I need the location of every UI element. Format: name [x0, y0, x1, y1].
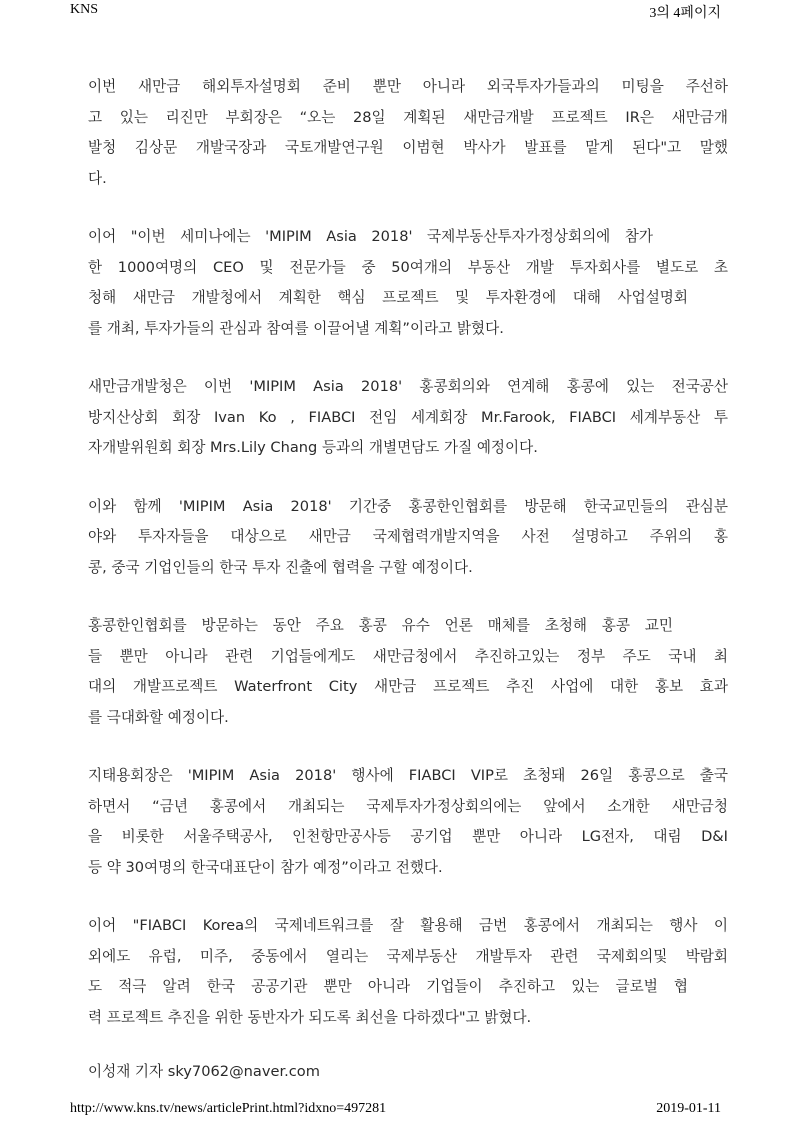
text-line: 콩, 중국 기업인들의 한국 투자 진출에 협력을 구할 예정이다. [88, 558, 473, 576]
paragraph-5 [88, 611, 728, 733]
text-line: 이어 "이번 세미나에는 'MIPIM Asia 2018' 국제부동산투자가정상회의에 참가 [88, 228, 653, 245]
text-line: 이와 함께 'MIPIM Asia 2018' 기간중 홍콩한인협회를 방문해 한국교민들의 관심분 [88, 497, 728, 515]
article-body [88, 72, 728, 1087]
text-line: 들 뿐만 아니라 관련 기업들에게도 새만금청에서 추진하고있는 정부 주도 국내 최 [88, 647, 728, 665]
text-line: 방지산상회 회장 Ivan Ko , FIABCI 전임 세계회장 Mr.Farook, FIABCI 세계부동산 투 [88, 408, 728, 426]
text-line: 외에도 유럽, 미주, 중동에서 열리는 국제부동산 개발투자 관련 국제회의및 박람회 [88, 947, 728, 965]
text-line: 를 개최, 투자가들의 관심과 참여를 이끌어낼 계획”이라고 밝혔다. [88, 319, 504, 337]
text-line: 새만금개발청은 이번 'MIPIM Asia 2018' 홍콩회의와 연계해 홍콩에 있는 전국공산 [88, 378, 728, 395]
header-page-indicator: 3의 4페이지 [649, 6, 721, 21]
paragraph-3 [88, 372, 728, 464]
text-line: 자개발위원회 회장 Mrs.Lily Chang 등과의 개별면담도 가질 예정이다. [88, 439, 538, 456]
text-line: 력 프로젝트 추진을 위한 동반자가 되도록 최선을 다하겠다"고 밝혔다. [88, 1008, 532, 1026]
text-line: 이어 "FIABCI Korea의 국제네트워크를 잘 활용해 금번 홍콩에서 개최되는 행사 이 [88, 917, 728, 934]
header-site-name: KNS [70, 2, 99, 17]
text-line: 이번 새만금 해외투자설명회 준비 뿐만 아니라 외국투자가들과의 미팅을 주선하 [88, 78, 728, 95]
paragraph-4 [88, 492, 728, 584]
footer-url: http://www.kns.tv/news/articlePrint.html?idxno=497281 [70, 1101, 387, 1116]
text-line: 고 있는 리진만 부회장은 “오는 28일 계획된 새만금개발 프로젝트 IR은 새만금개 [88, 108, 728, 126]
text-line: 을 비롯한 서울주택공사, 인천항만공사등 공기업 뿐만 아니라 LG전자, 대림 D&I [88, 828, 728, 845]
text-line: 야와 투자자들을 대상으로 새만금 국제협력개발지역을 사전 설명하고 주위의 홍 [88, 528, 728, 545]
text-line: 다. [88, 169, 107, 187]
text-line: 홍콩한인협회를 방문하는 동안 주요 홍콩 유수 언론 매체를 초청해 홍콩 교민 [88, 617, 673, 634]
text-line: 대의 개발프로젝트 Waterfront City 새만금 프로젝트 추진 사업에 대한 홍보 효과 [88, 678, 728, 695]
text-line: 등 약 30여명의 한국대표단이 참가 예정”이라고 전했다. [88, 858, 443, 876]
text-line: 지태용회장은 'MIPIM Asia 2018' 행사에 FIABCI VIP로 초청돼 26일 홍콩으로 출국 [88, 767, 728, 784]
text-line: 하면서 “금년 홍콩에서 개최되는 국제투자가정상회의에는 앞에서 소개한 새만금청 [88, 797, 728, 815]
paragraph-2 [88, 222, 728, 344]
text-line: 를 극대화할 예정이다. [88, 708, 229, 726]
text-line: 도 적극 알려 한국 공공기관 뿐만 아니라 기업들이 추진하고 있는 글로벌 협 [88, 978, 688, 995]
paragraph-1 [88, 72, 728, 194]
text-line: 발청 김상문 개발국장과 국토개발연구원 이범현 박사가 발표를 맡게 된다"고 말했 [88, 139, 728, 156]
paragraph-6 [88, 761, 728, 883]
article-byline: 이성재 기자 sky7062@naver.com [88, 1063, 320, 1080]
footer-date: 2019-01-11 [656, 1101, 721, 1116]
paragraph-7 [88, 911, 728, 1033]
text-line: 청해 새만금 개발청에서 계획한 핵심 프로젝트 및 투자환경에 대해 사업설명회 [88, 289, 688, 306]
text-line: 한 1000여명의 CEO 및 전문가들 중 50여개의 부동산 개발 투자회사를 별도로 초 [88, 258, 728, 276]
